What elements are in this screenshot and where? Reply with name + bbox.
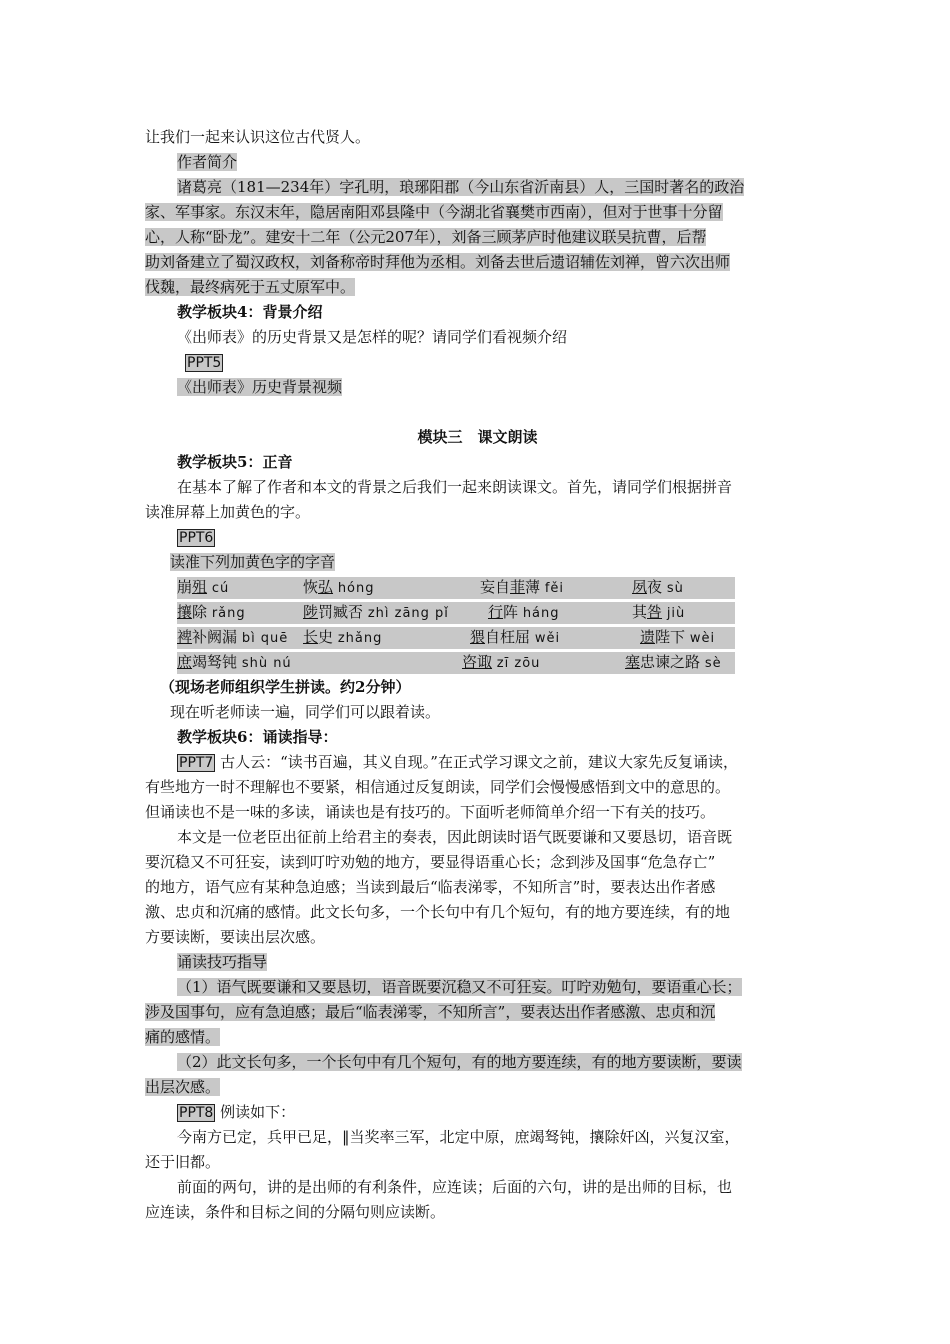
skill-2: （2）此文长句多，一个长句中有几个短句，有的地方要连续，有的地方要读断，要读 (177, 1053, 742, 1071)
block6-title: 教学板块6：诵读指导： (177, 728, 338, 746)
pronunciation-row (177, 602, 735, 624)
example-text: 今南方已定，兵甲已足，‖当奖率三军，北定中原，庶竭驽钝，攘除奸凶，兴复汉室， (177, 1128, 740, 1146)
pronunciation-row (177, 627, 735, 649)
block6-text2: 的地方，语气应有某种急迫感；当读到最后“临表涕零，不知所言”时，要表达出作者感 (145, 878, 716, 896)
word-item: 崩殂 cú (177, 578, 230, 596)
word-item: 咨诹 zī zōu (462, 653, 541, 671)
organize-note: （现场老师组织学生拼读。约2分钟） (160, 678, 411, 696)
word-item: 庶竭驽钝 shù nú (177, 653, 292, 671)
skill-2: 出层次感。 (145, 1078, 221, 1096)
word-item: 恢弘 hóng (303, 578, 375, 596)
block6-text2: 方要读断，要读出层次感。 (145, 928, 326, 946)
pronunciation-row (177, 577, 735, 599)
listen-note: 现在听老师读一遍，同学们可以跟着读。 (170, 703, 441, 721)
word-item: 夙夜 sù (632, 578, 684, 596)
block6-text: 但诵读也不是一味的多读，诵读也是有技巧的。下面听老师简单介绍一下有关的技巧。 (145, 803, 716, 821)
explanation: 前面的两句，讲的是出师的有利条件，应连读；后面的六句，讲的是出师的目标，也 (177, 1178, 733, 1196)
block6-text2: 激、忠贞和沉痛的感情。此文长句多，一个长句中有几个短句，有的地方要连续，有的地 (145, 903, 731, 921)
word-item: 遗陛下 wèi (640, 628, 716, 646)
word-item: 行阵 háng (488, 603, 560, 621)
block4-text: 《出师表》的历史背景又是怎样的呢？请同学们看视频介绍 (177, 328, 568, 346)
author-bio-line: 家、军事家。东汉末年，隐居南阳邓县隆中（今湖北省襄樊市西南），但对于世事十分留 (145, 203, 723, 221)
word-item: 猥自枉屈 wěi (470, 628, 561, 646)
word-item: 其咎 jiù (632, 603, 686, 621)
ppt6-label: PPT6 (179, 530, 214, 546)
ppt5-label: PPT5 (187, 355, 222, 371)
skill-1: 痛的感情。 (145, 1028, 221, 1046)
word-item: 裨补阙漏 bì quē (177, 628, 289, 646)
ppt7-label: PPT7 (179, 755, 214, 771)
block4-title: 教学板块4：背景介绍 (177, 303, 323, 321)
block6-text: 有些地方一时不理解也不要紧，相信通过反复朗读，同学们会慢慢感悟到文中的意思的。 (145, 778, 731, 796)
word-item: 攘除 rǎng (177, 603, 246, 621)
intro-line: 让我们一起来认识这位古代贤人。 (145, 128, 371, 146)
ppt6-caption: 读准下列加黄色字的字音 (170, 553, 336, 571)
block6-text2: 本文是一位老臣出征前上给君主的奏表，因此朗读时语气既要谦和又要恳切，语音既 (177, 828, 733, 846)
word-item: 长史 zhǎng (303, 628, 383, 646)
module3-title: 模块三 课文朗读 (417, 428, 538, 446)
block5-text: 读准屏幕上加黄色的字。 (145, 503, 311, 521)
example-text: 还于旧都。 (145, 1153, 221, 1171)
word-item: 陟罚臧否 zhì zāng pǐ (303, 603, 449, 621)
ppt8-line: PPT8 例读如下： (179, 1103, 296, 1121)
word-item: 塞忠谏之路 sè (625, 653, 722, 671)
author-bio-line: 伐魏，最终病死于五丈原军中。 (145, 278, 356, 296)
author-bio-line: 心，人称“卧龙”。建安十二年（公元207年），刘备三顾茅庐时他建议联吴抗曹，后帮 (145, 228, 707, 246)
ppt8-label: PPT8 (179, 1105, 214, 1121)
author-bio-line: 助刘备建立了蜀汉政权，刘备称帝时拜他为丞相。刘备去世后遗诏辅佐刘禅，曾六次出师 (145, 253, 731, 271)
block6-text: PPT7 古人云：“读书百遍，其义自现。”在正式学习课文之前，建议大家先反复诵读， (179, 753, 738, 771)
ppt5-caption: 《出师表》历史背景视频 (177, 378, 343, 396)
skills-heading: 诵读技巧指导 (177, 953, 268, 971)
explanation: 应连读，条件和目标之间的分隔句则应读断。 (145, 1203, 446, 1221)
block5-title: 教学板块5：正音 (177, 453, 293, 471)
author-bio-line: 诸葛亮（181—234年）字孔明，琅琊阳郡（今山东省沂南县）人，三国时著名的政治 (177, 178, 745, 196)
block6-text2: 要沉稳又不可狂妄，读到叮咛劝勉的地方，要显得语重心长；念到涉及国事“危急存亡” (145, 853, 716, 871)
pronunciation-row (177, 652, 735, 674)
word-item: 妄自菲薄 fěi (480, 578, 565, 596)
skill-1: 涉及国事句，应有急迫感；最后“临表涕零，不知所言”，要表达出作者感激、忠贞和沉 (145, 1003, 716, 1021)
skill-1: （1）语气既要谦和又要恳切，语音既要沉稳又不可狂妄。叮咛劝勉句，要语重心长； (177, 978, 742, 996)
block5-text: 在基本了解了作者和本文的背景之后我们一起来朗读课文。首先，请同学们根据拼音 (177, 478, 733, 496)
author-heading: 作者简介 (177, 153, 238, 171)
